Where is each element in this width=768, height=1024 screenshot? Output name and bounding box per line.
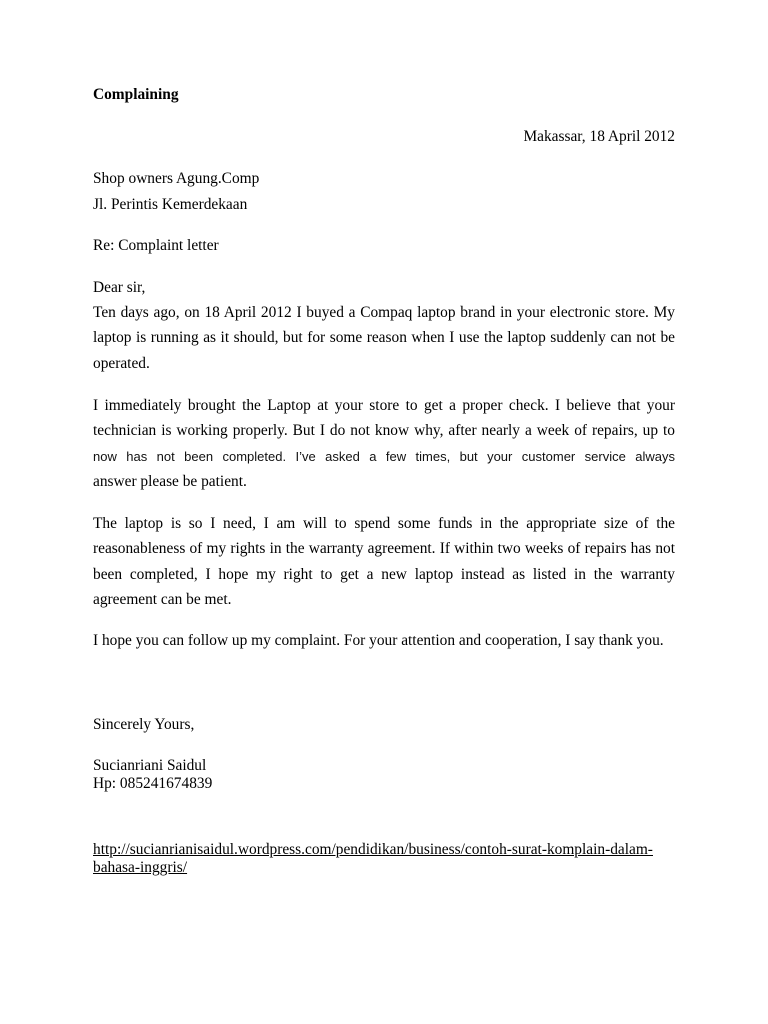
body-paragraph [93, 393, 675, 495]
sender-phone: Hp: 085241674839 [93, 775, 213, 792]
recipient-name: Shop owners Agung.Comp [93, 170, 260, 187]
source-link-line[interactable]: http://sucianrianisaidul.wordpress.com/pendidikan/business/contoh-surat-komplain-dalam- [93, 841, 653, 858]
body-line: laptop is running as it should, but for some reason when I use the laptop suddenly can not be [93, 329, 675, 347]
body-line: answer please be patient. [93, 473, 247, 491]
sender-name: Sucianriani Saidul [93, 757, 207, 774]
body-line: now has not been completed. I’ve asked a few times, but your customer service always [93, 448, 675, 464]
salutation: Dear sir, [93, 279, 146, 296]
body-line: I immediately brought the Laptop at your store to get a proper check. I believe that your [93, 397, 675, 414]
letter-date: Makassar, 18 April 2012 [523, 128, 675, 145]
sender-block [93, 757, 212, 793]
body-line: been completed, I hope my right to get a new laptop instead as listed in the warranty [93, 565, 675, 583]
body-line: The laptop is so I need, I am will to spend some funds in the appropriate size of the [93, 515, 675, 532]
source-link[interactable] [93, 841, 653, 877]
closing: Sincerely Yours, [93, 716, 195, 733]
body-paragraph [93, 511, 675, 613]
body-line: agreement can be met. [93, 591, 232, 609]
body-line: I hope you can follow up my complaint. For your attention and cooperation, I say thank you. [93, 632, 664, 649]
body-line: reasonableness of my rights in the warranty agreement. If within two weeks of repairs has not [93, 540, 675, 558]
body-paragraph [93, 300, 675, 376]
body-line: technician is working properly. But I do not know why, after nearly a week of repairs, up to [93, 422, 675, 440]
letter-title: Complaining [93, 86, 179, 103]
source-link-line[interactable]: bahasa-inggris/ [93, 859, 188, 876]
body-line: Ten days ago, on 18 April 2012 I buyed a Compaq laptop brand in your electronic store. My [93, 304, 675, 321]
subject-line: Re: Complaint letter [93, 237, 219, 254]
recipient-address: Jl. Perintis Kemerdekaan [93, 196, 248, 213]
body-paragraph [93, 628, 675, 653]
body-line: operated. [93, 354, 150, 372]
